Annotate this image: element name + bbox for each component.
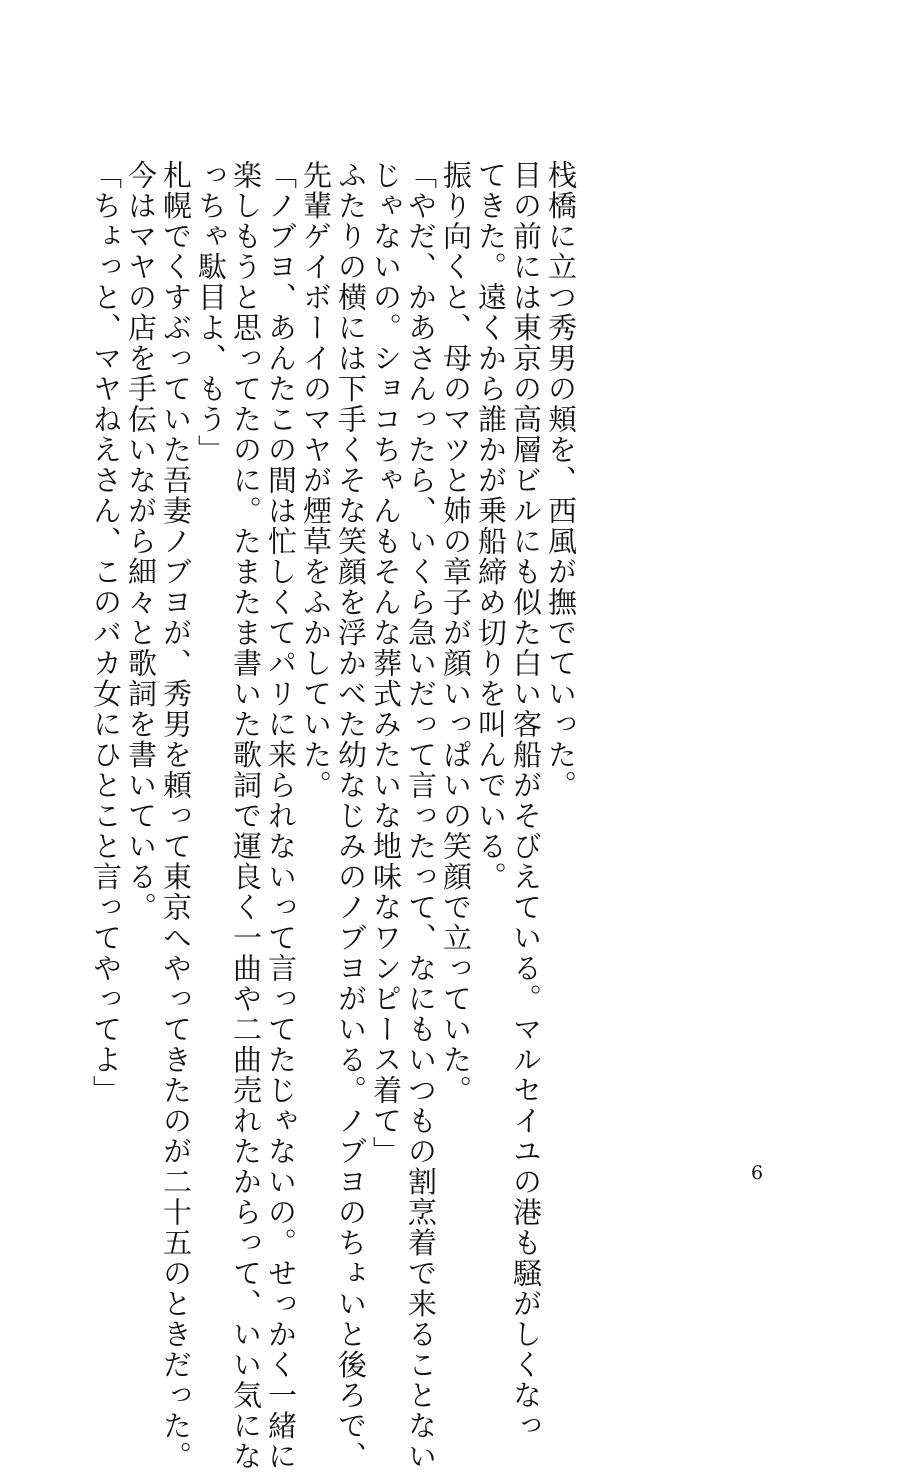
text-line: 「ちょっと、マヤねえさん、このバカ女にひとこと言ってやってよ」: [89, 160, 123, 1106]
text-line: 今はマヤの店を手伝いながら細々と歌詞を書いている。: [124, 160, 158, 923]
text-line: じゃないの。ショコちゃんもそんな葬式みたいな地味なワンピース着て」: [369, 160, 403, 1167]
text-line: てきた。遠くから誰かが乗船締め切りを叫んでいる。: [474, 160, 508, 892]
text-line: 先輩ゲイボーイのマヤが煙草をふかしていた。: [299, 160, 333, 801]
text-line: 目の前には東京の高層ビルにも似た白い客船がそびえている。マルセイユの港も騒がしくなっ: [509, 160, 543, 1441]
text-line: 「ノブヨ、あんたこの間は忙しくてパリに来られないって言ってたじゃないの。せっかく一緒に: [264, 160, 298, 1472]
text-line: 「やだ、かあさんったら、いくら急いだって言ったって、なにもいつもの割烹着で来ることない: [404, 160, 438, 1472]
text-line: ふたりの横には下手くそな笑顔を浮かべた幼なじみのノブヨがいる。ノブヨのちょいと後ろで、: [334, 160, 368, 1472]
text-line: 札幌でくすぶっていた吾妻ノブヨが、秀男を頼って東京へやってきたのが二十五のときだった。: [159, 160, 193, 1472]
text-line: 楽しもうと思ってたのに。たまたま書いた歌詞で運良く一曲や二曲売れたからって、いい気にな: [229, 160, 263, 1472]
page-number: 6: [751, 1162, 764, 1184]
text-line: 振り向くと、母のマツと姉の章子が顔いっぱいの笑顔で立っていた。: [439, 160, 473, 1106]
text-line: 栈橋に立つ秀男の頬を、西風が撫でていった。: [544, 160, 578, 801]
body-text: [88, 160, 578, 1472]
text-line: っちゃ駄目よ、もう」: [194, 160, 228, 465]
